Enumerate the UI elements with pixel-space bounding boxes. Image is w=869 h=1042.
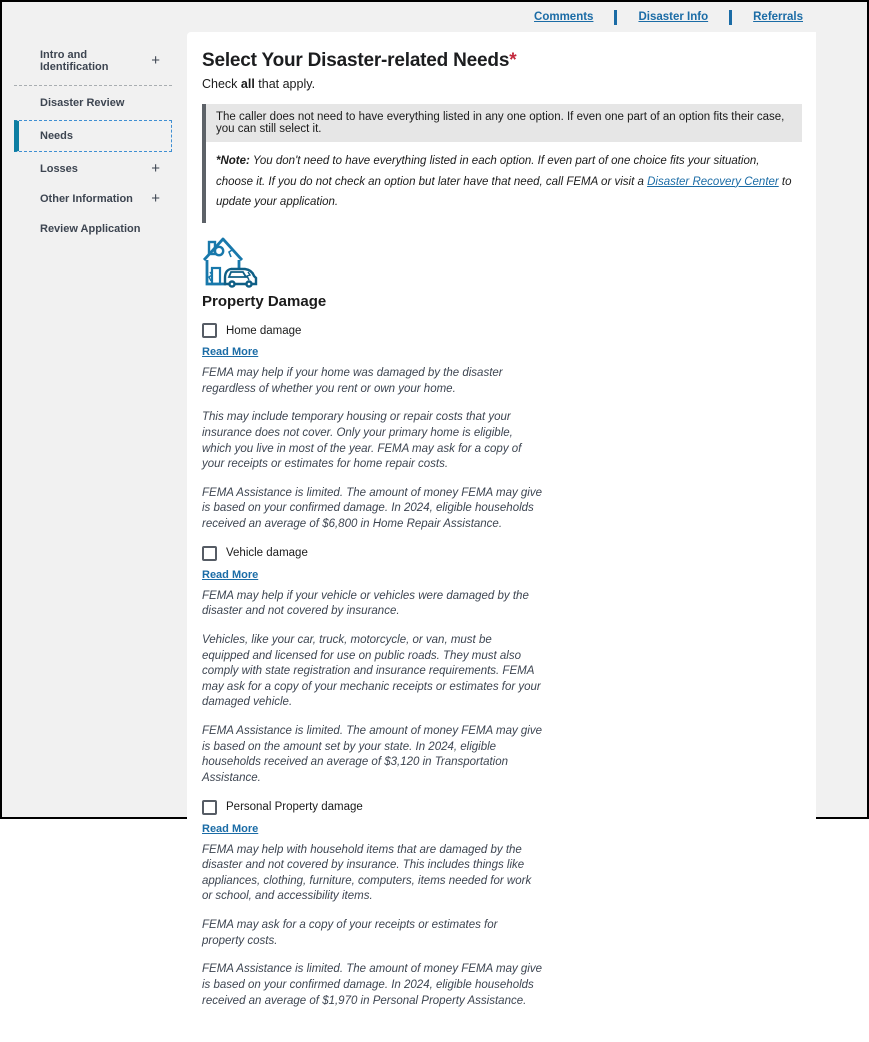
vehicle-damage-paragraph: Vehicles, like your car, truck, motorcycle, or van, must be equipped and licensed for use on public roads. They must also comply with state registration and insurance requirements. FEMA may ask for a copy of your mechanic receipts or estimates for your damaged vehicle. <box>202 633 541 709</box>
home-damage-read-more-link[interactable]: Read More <box>202 346 259 359</box>
sidebar-item-label: Other Information <box>40 193 133 205</box>
personal-property-damage-label: Personal Property damage <box>226 801 363 814</box>
vehicle-damage-checkbox[interactable] <box>202 546 217 561</box>
sidebar-item-needs[interactable] <box>14 120 172 152</box>
info-alert <box>202 104 802 223</box>
home-damage-paragraph: FEMA may help if your home was damaged by the disaster regardless of whether you rent or own your home. <box>202 367 503 395</box>
disaster-recovery-center-link[interactable]: Disaster Recovery Center <box>647 175 779 188</box>
sidebar-item-review-application[interactable] <box>14 214 172 244</box>
note-after-link: to update your application. <box>216 175 792 209</box>
personal-property-damage-checkbox[interactable] <box>202 800 217 815</box>
caller-callout: The caller does not need to have everything listed in any one option. If even one part of an option fits their case, you can still select it. <box>206 104 802 142</box>
note-before-link: You don't need to have everything listed in each option. If even part of one choice fits your situation, choose it. If you do not check an option but later have that need, call FEMA or visit a <box>216 155 760 188</box>
sidebar-item-disaster-review[interactable] <box>14 88 172 118</box>
page-subtitle <box>202 77 802 91</box>
personal-property-damage-paragraph: FEMA may ask for a copy of your receipts or estimates for property costs. <box>202 919 498 947</box>
vehicle-damage-paragraph: FEMA Assistance is limited. The amount of money FEMA may give is based on the amount set by your state. In 2024, eligible households received an average of $3,120 in Transportation Assistance. <box>202 725 543 784</box>
required-asterisk: * <box>509 50 517 71</box>
home-damage-paragraph: This may include temporary housing or repair costs that your insurance does not cover. Only your primary home is eligible, which you live in most of the year. FEMA may ask for a copy of your receipts or estimates for home repair costs. <box>202 411 522 471</box>
topbar <box>2 2 867 32</box>
sidebar-item-label: Disaster Review <box>40 97 125 109</box>
vehicle-damage-label: Vehicle damage <box>226 547 308 560</box>
home-damage-label: Home damage <box>226 324 302 337</box>
personal-property-damage-checkbox-row[interactable] <box>202 800 802 815</box>
topbar-link-disaster-info[interactable]: Disaster Info <box>638 11 709 23</box>
sidebar-nav <box>2 32 187 244</box>
subtitle-prefix: Check <box>202 77 241 91</box>
subtitle-suffix: that apply. <box>254 77 316 91</box>
option-vehicle-damage <box>202 546 802 787</box>
option-personal-property-damage <box>202 800 802 1010</box>
home-damage-checkbox[interactable] <box>202 323 217 338</box>
topbar-link-referrals[interactable]: Referrals <box>753 11 803 23</box>
section-title-property-damage: Property Damage <box>202 293 327 311</box>
home-damage-paragraph: FEMA Assistance is limited. The amount of money FEMA may give is based on your confirmed damage. In 2024, eligible households received an average of $6,800 in Home Repair Assistance. <box>202 486 543 531</box>
page-title-text: Select Your Disaster-related Needs <box>202 50 510 71</box>
subtitle-bold: all <box>240 77 255 91</box>
home-damage-checkbox-row[interactable] <box>202 323 802 338</box>
personal-property-damage-paragraph: FEMA Assistance is limited. The amount of money FEMA may give is based on your confirmed damage. In 2024, eligible households received an average of $1,970 in Personal Property Assistance. <box>202 963 543 1007</box>
note-label: *Note: <box>216 155 250 167</box>
house-car-damage-icon <box>202 236 258 288</box>
note-text <box>206 142 802 223</box>
sidebar-item-label: Losses <box>40 163 78 175</box>
vehicle-damage-read-more-link[interactable]: Read More <box>202 568 259 581</box>
vehicle-damage-checkbox-row[interactable] <box>202 546 802 561</box>
divider <box>614 10 617 25</box>
vehicle-damage-paragraph: FEMA may help if your vehicle or vehicles were damaged by the disaster and not covered by insurance. <box>202 589 529 618</box>
divider <box>729 10 732 25</box>
plus-icon: + <box>151 190 160 207</box>
sidebar-item-other-information[interactable] <box>14 184 172 214</box>
layout-row <box>2 32 867 1007</box>
sidebar-item-label: Intro and Identification <box>40 49 109 73</box>
sidebar-item-intro-and-identification[interactable] <box>14 40 172 86</box>
sidebar-item-label: Needs <box>40 130 74 142</box>
option-home-damage <box>202 323 802 533</box>
sidebar-item-losses[interactable] <box>14 154 172 184</box>
sidebar-item-label: Review Application <box>40 223 141 235</box>
topbar-link-comments[interactable]: Comments <box>534 11 594 23</box>
plus-icon: + <box>151 160 160 177</box>
page-title <box>202 50 802 72</box>
plus-icon: + <box>151 52 160 69</box>
personal-property-damage-read-more-link[interactable]: Read More <box>202 822 259 835</box>
personal-property-damage-paragraph: FEMA may help with household items that are damaged by the disaster and not covered by insurance. This includes things like appliances, clothing, furniture, computers, items needed for work or school, and accessibility items. <box>202 843 532 903</box>
content-panel <box>187 32 816 1042</box>
